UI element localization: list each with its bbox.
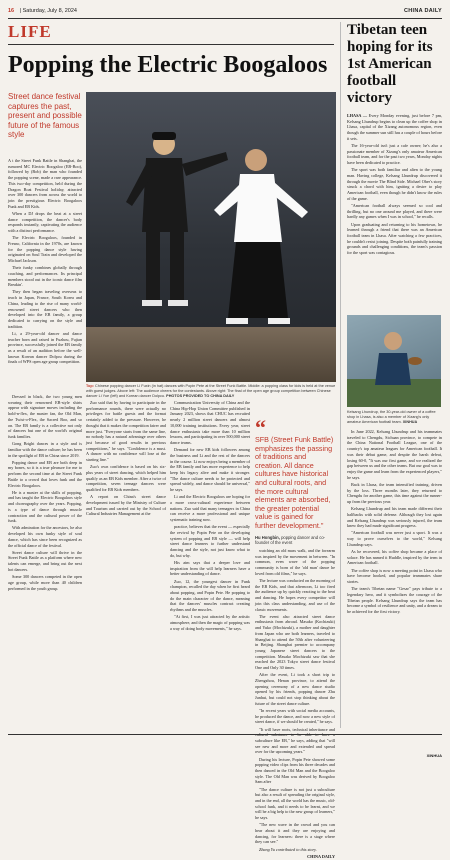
photo-caption	[86, 384, 336, 399]
football-player-illustration	[347, 315, 441, 407]
sidebar-photo-caption	[347, 410, 442, 425]
masthead-rule	[8, 18, 442, 19]
paragraph: practice, believes that the event — especially the revival by Popin Pete on the developing system of popping and EB style — will help street dance learners to further understand dancing and the style, not just know what to do, but why.	[170, 524, 250, 558]
paragraph: He is a master at the skills of popping, and has taught the Electric Boogaloos style and choreography over the years. Popping, is a type of dance through muscle contraction and the cultural power of the funk.	[8, 489, 82, 524]
paragraph: During his lecture, Popin Pete showed some popping video clips from his three decades and then danced in the Old Man and the Boogaloo style. The Old Man was derived by Boogaloo Sam after	[255, 756, 335, 785]
quote-mark-icon: “	[255, 415, 266, 440]
article-column-2	[8, 394, 82, 728]
paragraph: His aim says that a deeper love and inspiration from the will help learners have a better understanding of dance.	[170, 559, 250, 577]
paragraph: Communication University of China and the China Hip-Hop Union Committee published in January 2023, shows that CHUC has recruited nearly 2 million street dancers and almost 10,000 training institutions. Every year, street dance enthusiasts take more than 10 million lessons, and participating in over 500,000 street dance teams.	[170, 400, 251, 445]
caption-prefix: Top:	[86, 384, 94, 388]
paragraph: In June 2022, Kelsang Lhundrup and his teammates traveled to Chengdu, Sichuan province, to compete in the China National Football League, one of the country's top amateur leagues for American football. It was their debut game, and despite the harsh defeat, losing 60-0, "It was our first game, and we realized the gap between us and the other teams. But our goal was to enjoy the game and learn from the experienced players," he says.	[347, 429, 442, 480]
paragraph: Upon graduating and returning to his hometown, he learned through a friend that there was an American football team in Lhasa. After watching a few practices, he couldn't resist joining. Despite both painfully training grounds and challenging conditions, the team's passion for the sport was contagious.	[347, 221, 442, 256]
paragraph: Some 300 dancers competed in the open age group, while more than 40 children performed in the youth group.	[8, 574, 82, 591]
sidebar-story	[340, 22, 442, 758]
paragraph	[347, 113, 442, 142]
paragraph: Street dance culture will thrive in the Street Funk Battle as a platform where new talents can emerge, and bring out the next hot dancers.	[8, 549, 82, 572]
paragraph: Zuo's own confidence is based on his six-plus years of street dancing, which helped him qualify as an EB Kids member. After a twice of competition, seven teenage dancers were qualified for EB Kids members.	[86, 464, 166, 493]
paragraph-text: Every Monday evening, just before 7 pm, Kelsang Lhundrup begins to clean up the coffee shop in Lhasa, capital of the Xizang autonomous region, even though the summer sun still has a couple of hours before it sets.	[347, 113, 442, 141]
section-rule	[8, 44, 334, 45]
article-credit: CHINA DAILY	[307, 853, 335, 859]
paragraph: Zuo said that by having to participate in the performance rounds, there were actually no privileges for battle guests and the format certainly added to the pressure. However, he thought that it makes the competition fairer and more just. "Everyone starts from the same line, no nobody has a natural advantage over others just because of good results in previous competitions," he says. "Confidence is a must. A dancer with no confidence will lose at the starting line."	[86, 400, 166, 463]
headline: Popping the Electric Boogaloos	[8, 52, 328, 78]
sidebar-column-top	[347, 113, 442, 311]
paragraph: watching an old mass walk, and the forearm was inspired by the movement in between. "In common, even wave of the popping community is born of the 'old man' dance he loved from old films," he says.	[255, 548, 335, 576]
paragraph: With admiration for the ancestors, he also developed his own funky style of soul dance, which has since been recognized as the official dance of the festival.	[8, 525, 82, 548]
paragraph: "At first, I was just attracted by the artistic atmosphere, and then the magic of popping was a way of doing body movements," he says.	[170, 614, 251, 631]
pull-quote-attribution	[255, 535, 335, 546]
paragraph: Li and the Electric Boogaloos are hoping for a more cross-cultural experience between nations. Zuo said that many teenagers in China can receive a more professional and unique systematic training now.	[170, 494, 250, 523]
paragraph: After the event, Li took a short trip to Zhengzhou, Henan province, to attend the opening ceremony of a new dance studio opened by his friends, popping dancer Zhu Junhui, but could not stop thinking about the future of the street dance culture.	[255, 672, 335, 706]
paragraph: Back in Lhasa, the team intensified training, driven by the loss. Three months later, they returned to Chengdu for another game, this time against the runner-up from the previous year.	[347, 481, 442, 504]
paragraph: Kelsang Lhundrup and his team made different their halfbacks with solid defense. Although they lost again and Kelsang Lhundrup was seriously injured, the team knew they had made significant progress.	[347, 506, 442, 529]
brand-name: CHINA DAILY	[403, 8, 442, 14]
paragraph: They then began traveling overseas to teach in Japan, France, South Korea and China, leading to the rise of many world-renowned street dancers who then developed into the EB family, a group dedicated to carrying on the style and tradition.	[8, 289, 82, 329]
sidebar-headline: Tibetan teen hoping for its 1st American football victory	[347, 22, 433, 106]
lead-photo	[86, 92, 336, 382]
paragraph: Zhang Yu contributed to this story.	[259, 846, 317, 852]
sidebar-dateline: LHASA —	[347, 113, 368, 118]
masthead	[8, 6, 442, 16]
paragraph: A t the Street Funk Battle in Shanghai, the rumored MC Electric Boogaloo (EB-Boo), followed by (Bob) the man who founded the popping scene, made a rare appearance. This two-day competition, held during the Dragon Boat Festival holiday, attracted over 300 dancers from across the world to join the prestigious Electric Boogaloos Funk and EB Kids.	[8, 158, 82, 209]
paragraph: Popping dance and EB are both deep in my bones, so it is a true pleasure for me to perform the second time at the Street Funk Battle to a crowd that loves funk and the Electric Boogaloos.	[8, 459, 82, 488]
paragraph: "American football was never just a sport. It was a way to prove ourselves to the world," Kelsang Lhundrup says.	[347, 530, 442, 547]
article-column-4	[170, 400, 250, 728]
paragraph: Demand for new EB kids followers among the business and Li and the rest of the dancers in the course. Li now enjoys being a member of the EB family and has more experience to help keep his legacy alive and make it stronger. "The dance culture needs to be protected and spread widely, and dance should be universal," he says.	[170, 447, 251, 493]
caption-text: Chinese popping dancer Li Fuxin (in hat) dances with Popin Pete at the Street Funk Battle. Middle: a popping class for kids is held at the venue with guest judges. Above left: The audience cheers for the contestants. Above right: The final of the open age group competition between Chinese dancer Li Yue (left) and Korean dancer Dolpcu.	[86, 384, 336, 398]
paragraph: "The new wave in the crowd and you can hear about it and they are enjoying and dancing, for learners: there is a stage where they can see."	[255, 822, 335, 845]
sidebar-photo	[347, 315, 441, 407]
sidebar-photo-credit: XINHUA	[402, 420, 418, 424]
issue-date: | Saturday, July 8, 2024	[19, 8, 77, 14]
dancer-right	[214, 149, 308, 324]
paragraph: The sport was both familiar and alien to the young man. Having college, Kelsang Lhundrup discovered it through the movie The Blind Side. Michael Oher's story struck a chord with him, igniting a desire to play American football, even though he didn't know the rules of the game.	[347, 167, 442, 201]
paragraph: Their funky combines globally through coaching, and performances. Its principal members stood out in the iconic dance film Breakin'.	[8, 265, 82, 288]
sidebar-caption-text: Kelsang Lhundrup, the 30-year-old owner of a coffee shop in Lhasa, is also a member of Xizang's only amateur American football team.	[347, 410, 436, 424]
pull-quote-role: popping dancer and co-founder of the event	[255, 534, 326, 546]
masthead-left	[8, 8, 81, 14]
pull-quote-text: SFB (Street Funk Battle) emphasizes the passing of traditions and creation. All dance cultures have historical and cultural roots, and the more cultural elements are absorbed, the greater potential value is gained for further development."	[255, 435, 334, 530]
paragraph: "The dance culture is not just a subculture but also a result of spreading the original style, and in the end, all the world has the music, old-school funk, and it needs to be learnt, and we will be a big help to the new group of learners," he says.	[255, 786, 335, 821]
paragraph: The lecture was conducted on the morning of the EB Kids, and that afternoon, Li too fired the audience up by quickly reacting to the beat and dancing. He hopes every competitor will join this class understanding, and use of the classic movements.	[255, 578, 335, 612]
paragraph: As he recovered, his coffee shop became a place of solace. He has named it Huddle, inspired by the term in American football.	[347, 549, 442, 566]
paragraph: The event also attracted street dance enthusiasts from abroad. Masako (Kochizuki) and Yuko (Mochizuki), a mother and daughter from Japan who are both learners, traveled to Shanghai to attend the 50th after volunteering in Beijing. Shanghai premier to accompany young Japanese street dancers to the competition. Masako Mochizuki saw that she reached the 2023 Tokyo street dance festival One and Only 30 times.	[255, 613, 335, 671]
deck: Street dance festival captures the past, present and possible future of the famous style	[8, 92, 82, 139]
paragraph: "In recent years with social media accounts, he produced the dance, and now a new style of street dance, if we should be created," he says.	[255, 707, 335, 725]
article-column-5	[255, 548, 335, 859]
sidebar-column-bottom	[347, 429, 442, 751]
paragraph: The Electric Boogaloos, founded in Fresno, California in the 1970s, are known for the popping dance style having originated on Soul Train and developed the Michael Jackson.	[8, 235, 82, 263]
page-number: 16	[8, 8, 15, 14]
paragraph: Li, a 29-year-old dancer and dance teacher born and raised in Fuzhou, Fujian province, successfully joined the EB family as a result of an audition before the well-known Korean dancer Dolpcu during the finals of WPS open age group competition.	[8, 330, 82, 365]
caption-credit: PHOTOS PROVIDED TO CHINA DAILY	[166, 394, 235, 398]
paragraph: "It will have roots, technical inheritance and subculture like EB," he says, adding that "will see new and more and extended and spread over for the upcoming years."	[255, 726, 335, 755]
paragraph: "American football always seemed so cool and thrilling, but no one around me played, and there were hardly any games when I was in school," he recalls.	[347, 203, 442, 220]
paragraph: Dressed in black, the two young men wearing their renowned EB-style shirts appear with signature moves including the hold-n-flex, the master fan, the Old Man, the Twist-o-Flex, the Sacred Boo, and so on. The EB family is a collective not only of dancers but one of the world's original funk families.	[8, 394, 82, 439]
paragraph: When a DJ drops the beat at a street dance competition, the dancer's body responds instantly, captivating the audience with a distinct performance.	[8, 210, 82, 233]
sidebar-credit: XINHUA	[426, 753, 442, 758]
paragraph: The team's Tibetan name "Gesar" pays tribute to a legendary hero, and it symbolizes the courage of the Tibetan people. Kelsang Lhundrup says the team has become a symbol of resilience and unity, and a dream to be achieved for the first victory.	[347, 586, 442, 615]
paragraph: A report on China's street dance development issued by the Ministry of Culture and Tourism and carried out by the School of Cultural Industries Management at the	[86, 494, 166, 517]
paragraph: Gong Bright dances in a style and is familiar with the dance culture; he has been in the spotlight of EB in China since 2019.	[8, 441, 82, 458]
article-column-1	[8, 158, 82, 384]
article-column-3	[86, 400, 166, 728]
paragraph: Zuo, 12, the youngest dancer in Funk champion, recalled the day when he first heard about popping, and Popin Pete. He popping to do the main character of the dance, meaning that the dancers' muscles contract creating rhythms and the muscles.	[170, 578, 250, 613]
footer-rule	[8, 734, 442, 735]
paragraph: The coffee shop is now a meeting point in Lhasa who have become hooked, and popular teammates share stories.	[347, 567, 442, 585]
pull-quote-name: Hu Hongbin,	[255, 534, 280, 540]
dancers-illustration	[86, 92, 336, 382]
paragraph: The 16-year-old isn't just a cafe owner; he's also a passionate member of Xizang's only amateur American football team, and for the past two years, Monday nights have been dedicated to practice.	[347, 143, 442, 166]
dancer-left	[126, 132, 228, 306]
pull-quote	[255, 415, 335, 546]
section-title: LIFE	[8, 22, 52, 41]
